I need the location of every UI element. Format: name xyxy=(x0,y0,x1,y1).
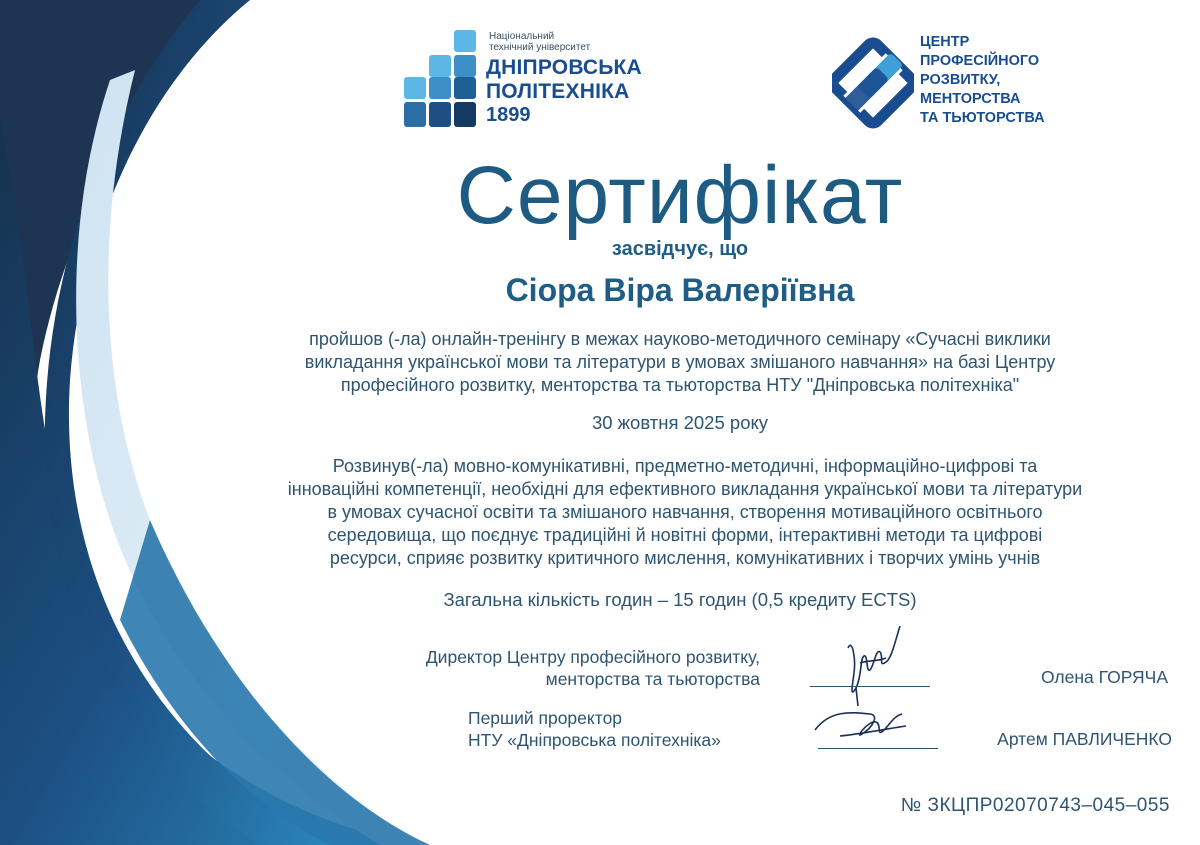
signatory-1-name: Олена ГОРЯЧА xyxy=(1041,667,1168,687)
center-logo xyxy=(832,33,914,133)
competence-description xyxy=(210,455,1160,570)
center-name-line1: ЦЕНТР xyxy=(920,34,970,50)
competence-line: ресурси, сприяє розвитку критичного мислення, комунікативних і творчих умінь учнів xyxy=(329,548,1041,568)
description-line: викладання української мови та літератури в умовах змішаного навчання» на базі Центру xyxy=(304,352,1056,372)
university-small-line1: Національний xyxy=(489,31,555,42)
signatory-1-position-line2: менторства та тьюторства xyxy=(545,669,760,689)
training-date: 30 жовтня 2025 року xyxy=(591,412,769,433)
center-name-line5: ТА ТЬЮТОРСТВА xyxy=(920,110,1045,126)
university-name-small xyxy=(489,31,590,53)
signatory-2-position-line2: НТУ «Дніпровська політехніка» xyxy=(468,730,721,750)
signature-2-line xyxy=(818,748,938,749)
center-logo-icon xyxy=(832,33,914,133)
recipient-name: Сіора Віра Валеріївна xyxy=(505,272,855,308)
signatory-2-position xyxy=(468,707,768,751)
university-name-line1: ДНІПРОВСЬКА xyxy=(486,56,642,79)
center-name-line3: РОЗВИТКУ, xyxy=(920,72,1001,88)
competence-line: інноваційні компетенції, необхідні для ефективного викладання української мови та літератури xyxy=(287,479,1083,499)
signatory-1-position xyxy=(330,646,760,690)
certificate-confirms: засвідчує, що xyxy=(611,238,749,260)
certificate-title: Сертифікат xyxy=(456,150,904,241)
signature-1-handwriting xyxy=(830,618,910,708)
description-line: пройшов (-ла) онлайн-тренінгу в межах науково-методичного семінару «Сучасні виклики xyxy=(309,329,1051,349)
center-name xyxy=(920,33,1045,128)
university-small-line2: технічний університет xyxy=(489,42,591,53)
certificate-number: № ЗКЦПР02070743–045–055 xyxy=(900,795,1170,816)
center-name-line4: МЕНТОРСТВА xyxy=(920,91,1021,107)
competence-line: Розвинув(-ла) мовно-комунікативні, предметно-методичні, інформаційно-цифрові та xyxy=(332,456,1038,476)
competence-line: в умовах сучасної освіти та змішаного навчання, створення мотиваційного освітнього xyxy=(327,502,1043,522)
signature-2-handwriting xyxy=(810,700,910,750)
signature-1-line xyxy=(810,686,930,687)
competence-line: середовища, що поєднує традиційні й новітні форми, інтерактивні методи та цифрові xyxy=(327,525,1043,545)
center-name-line2: ПРОФЕСІЙНОГО xyxy=(920,53,1040,69)
total-hours: Загальна кількість годин – 15 годин (0,5 кредиту ECTS) xyxy=(443,589,917,610)
signatory-2-name: Артем ПАВЛИЧЕНКО xyxy=(997,729,1172,749)
university-name xyxy=(486,56,642,104)
university-year: 1899 xyxy=(486,104,531,126)
university-name-line2: ПОЛІТЕХНІКА xyxy=(486,80,630,103)
description-line: професійного розвитку, менторства та тьюторства НТУ "Дніпровська політехніка" xyxy=(340,375,1020,395)
training-description xyxy=(200,328,1160,397)
signatory-1-position-line1: Директор Центру професійного розвитку, xyxy=(425,647,760,667)
signatory-2-position-line1: Перший проректор xyxy=(468,708,623,728)
university-logo-icon xyxy=(403,30,493,130)
